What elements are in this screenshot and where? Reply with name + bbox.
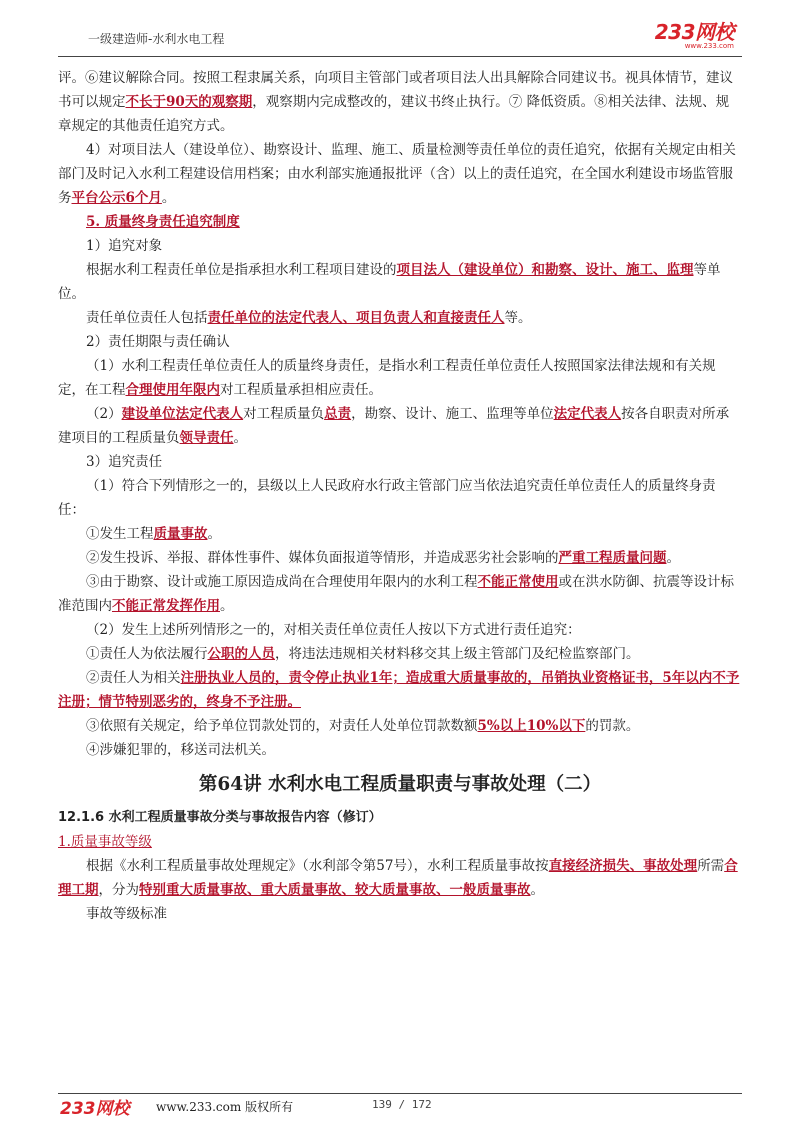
subsection-heading: 1.质量事故等级 <box>58 834 152 850</box>
paragraph: 4）对项目法人（建设单位）、勘察设计、监理、施工、质量检测等责任单位的责任追究，依据有关规定由相关部门及时记入水利工程建设信用档案；由水利部实施通报批评（含）以上的责任追究，在全国水利建设市场监管服务平台公示6个月。 <box>58 142 736 206</box>
logo-url: www.233.com <box>684 42 734 50</box>
list-item: ③由于勘察、设计或施工原因造成尚在合理使用年限内的水利工程不能正常使用或在洪水防御、抗震等设计标准范围内不能正常发挥作用。 <box>58 574 734 614</box>
list-item: ②责任人为相关注册执业人员的，责令停止执业1年；造成重大质量事故的，吊销执业资格证书，5年以内不予注册；情节特别恶劣的，终身不予注册。 <box>58 670 740 710</box>
paragraph: 2）责任期限与责任确认 <box>86 334 230 350</box>
footer-logo[interactable]: 233网校 <box>60 1099 130 1119</box>
list-item: ①发生工程质量事故。 <box>86 526 221 542</box>
list-item: ②发生投诉、举报、群体性事件、媒体负面报道等情形，并造成恶劣社会影响的严重工程质量问题。 <box>86 550 680 566</box>
paragraph: （1）水利工程责任单位责任人的质量终身责任，是指水利工程责任单位责任人按照国家法律法规和有关规定，在工程合理使用年限内对工程质量承担相应责任。 <box>58 358 716 398</box>
header-divider <box>58 56 742 57</box>
paragraph: 根据《水利工程质量事故处理规定》（水利部令第57号），水利工程质量事故按直接经济损失、事故处理所需合理工期，分为特别重大质量事故、重大质量事故、较大质量事故、一般质量事故。 <box>58 858 738 898</box>
paragraph: 责任单位责任人包括责任单位的法定代表人、项目负责人和直接责任人等。 <box>86 310 532 326</box>
section-title: 12.1.6 水利工程质量事故分类与事故报告内容（修订） <box>58 810 382 825</box>
paragraph: 评。⑥建议解除合同。按照工程隶属关系，向项目主管部门或者项目法人出具解除合同建议书。视具体情节，建议书可以规定不长于90天的观察期，观察期内完成整改的，建议书终止执行。⑦ 降低资质。⑧相关法律、法规、规章规定的其他责任追究方式。 <box>58 70 733 134</box>
paragraph: 3）追究责任 <box>86 454 163 470</box>
header-title: 一级建造师-水利水电工程 <box>88 32 225 46</box>
list-item: ④涉嫌犯罪的，移送司法机关。 <box>86 742 275 758</box>
brand-logo[interactable] <box>655 22 734 50</box>
list-item: ①责任人为依法履行公职的人员，将违法违规相关材料移交其上级主管部门及纪检监察部门。 <box>86 646 640 662</box>
paragraph: 根据水利工程责任单位是指承担水利工程项目建设的项目法人（建设单位）和勘察、设计、施工、监理等单位。 <box>58 262 721 302</box>
paragraph: （2）建设单位法定代表人对工程质量负总责，勘察、设计、施工、监理等单位法定代表人按各自职责对所承建项目的工程质量负领导责任。 <box>58 406 730 446</box>
paragraph: 1）追究对象 <box>86 238 163 254</box>
logo-text: 233网校 <box>654 20 734 44</box>
page-number: 139 / 172 <box>372 1098 432 1111</box>
paragraph: （2）发生上述所列情形之一的，对相关责任单位责任人按以下方式进行责任追究： <box>86 622 581 638</box>
section-heading: 5. 质量终身责任追究制度 <box>86 214 240 230</box>
document-body <box>58 66 742 926</box>
footer-divider <box>58 1093 742 1094</box>
copyright-text: www.233.com 版权所有 <box>156 1100 294 1114</box>
list-item: ③依照有关规定，给予单位罚款处罚的，对责任人处单位罚款数额5%以上10%以下的罚款。 <box>86 718 640 734</box>
paragraph: 事故等级标准 <box>86 906 167 922</box>
page-header <box>58 22 742 54</box>
lecture-title: 第64讲 水利水电工程质量职责与事故处理（二） <box>198 774 602 795</box>
paragraph: （1）符合下列情形之一的，县级以上人民政府水行政主管部门应当依法追究责任单位责任人的质量终身责任： <box>58 478 716 518</box>
